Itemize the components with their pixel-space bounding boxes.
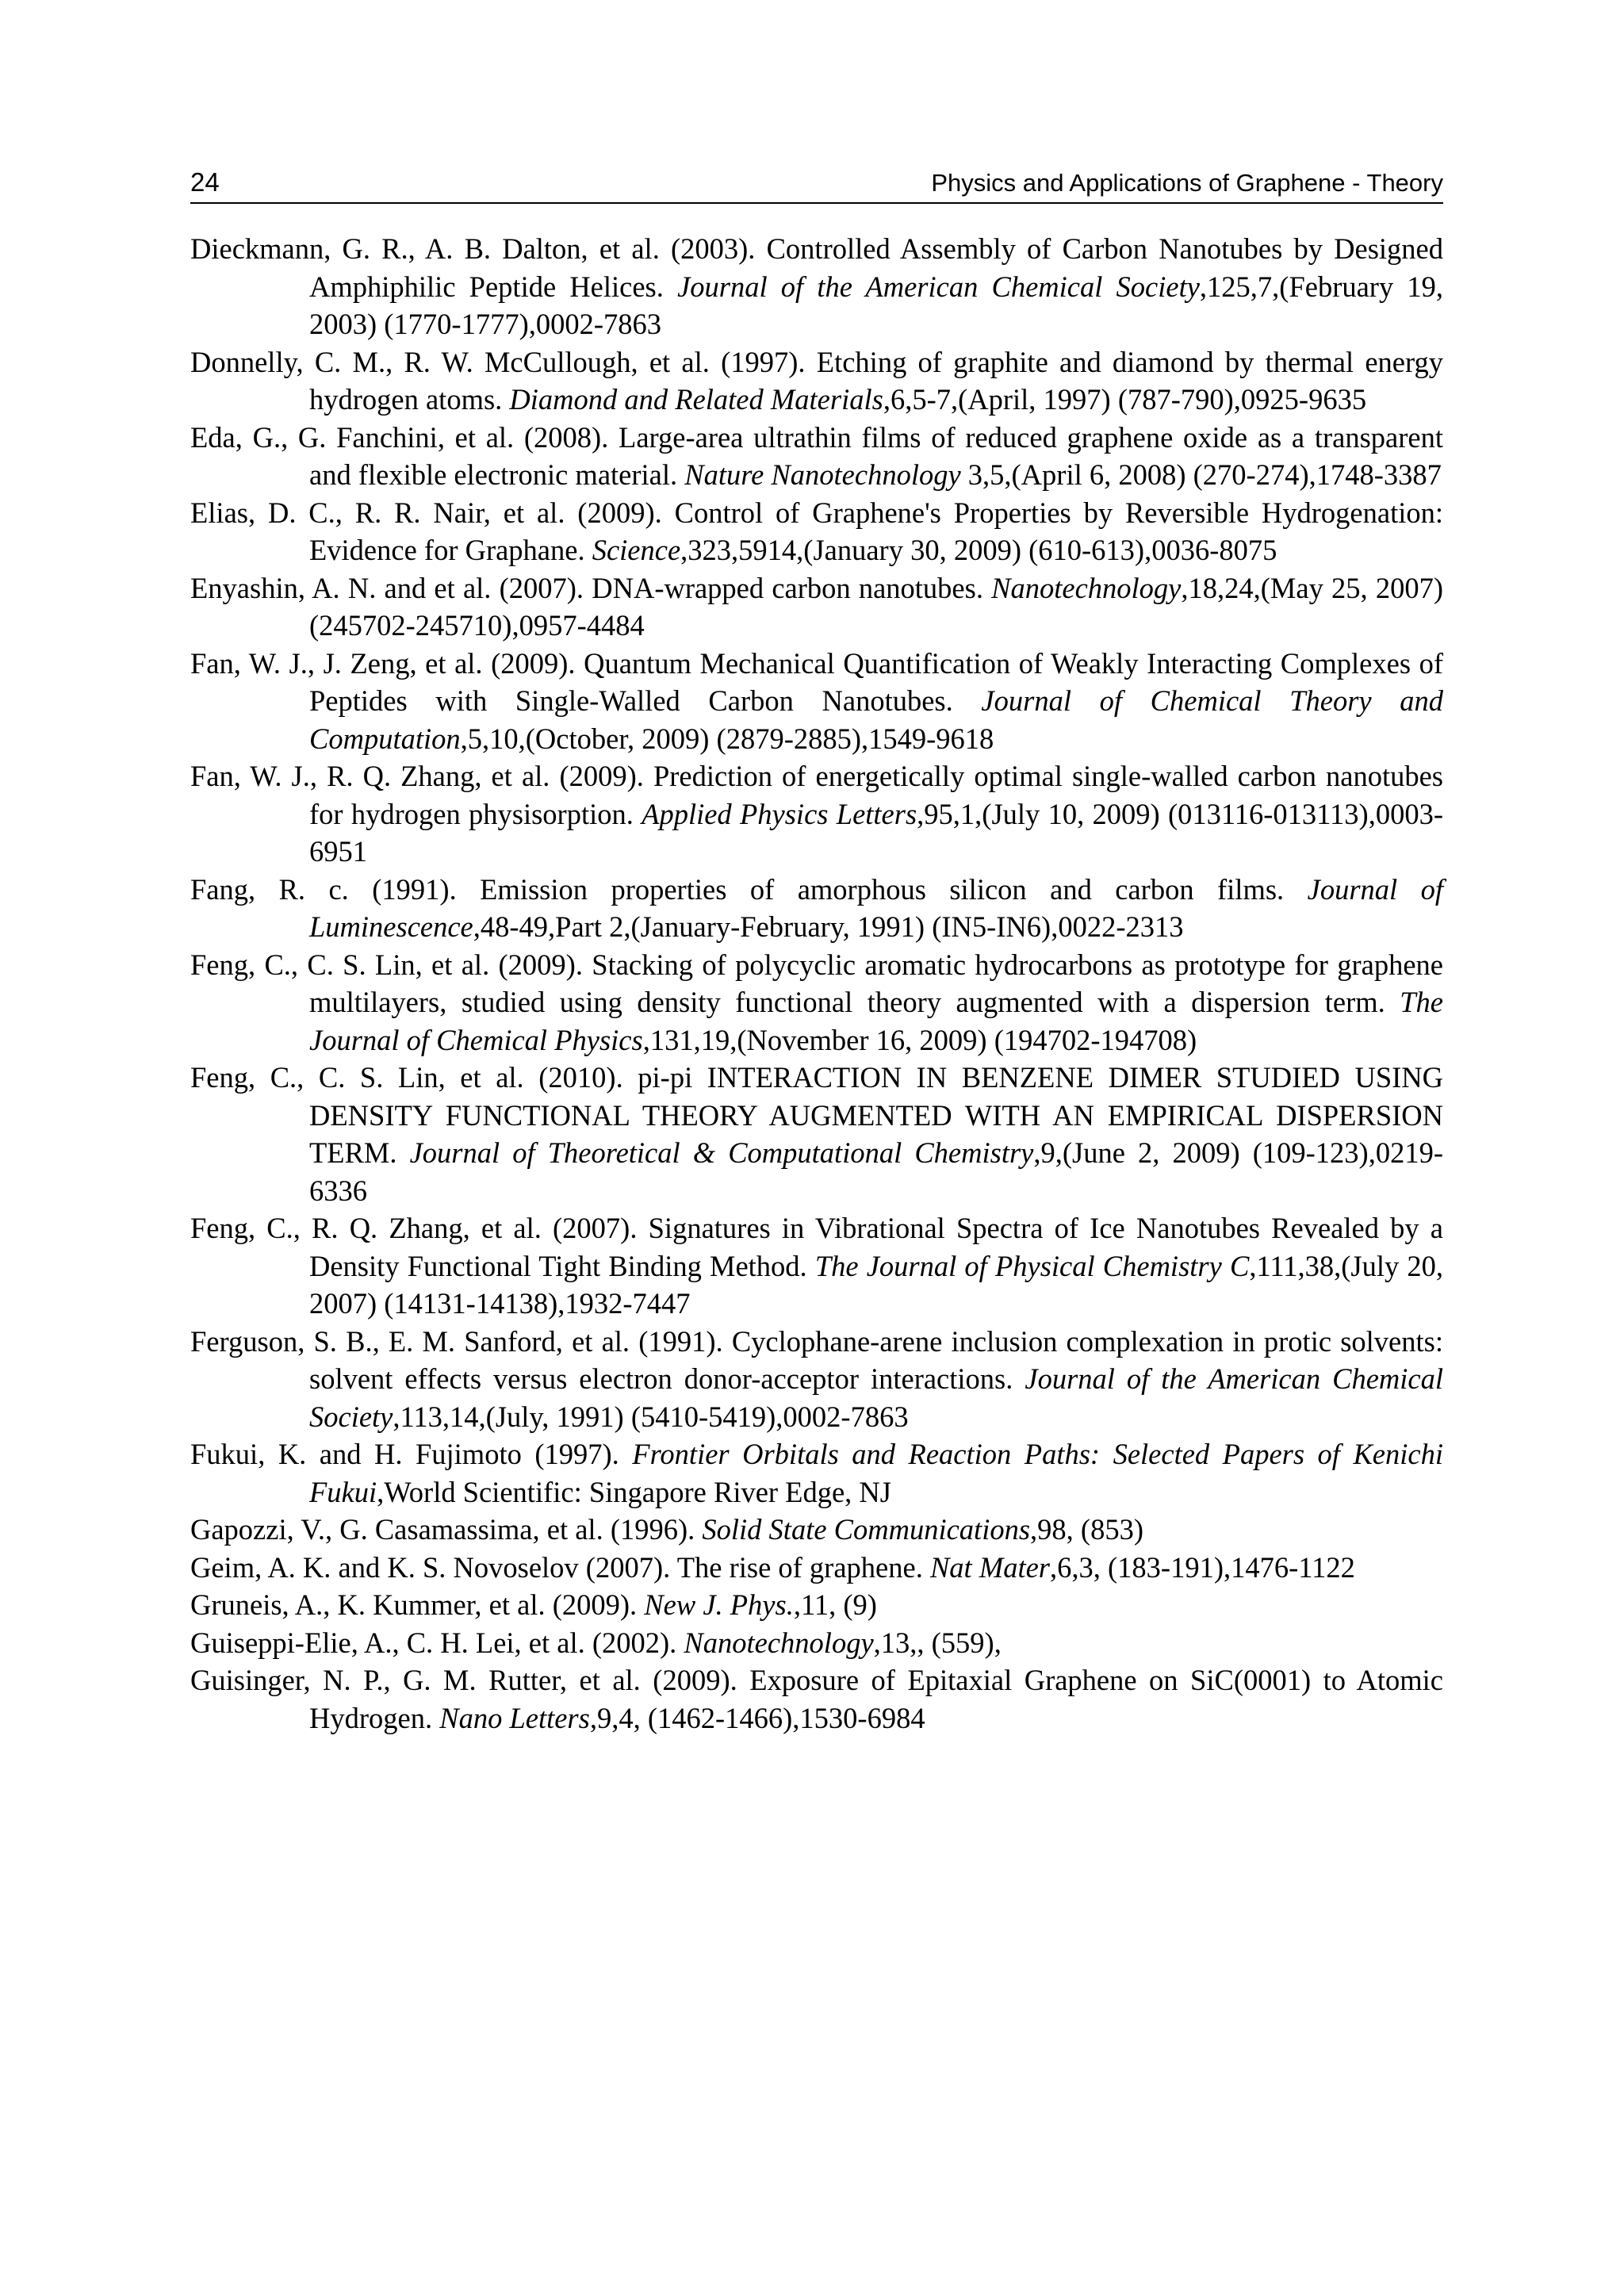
reference-details: ,13,, (559),: [873, 1626, 1002, 1659]
reference-details: ,6,5-7,(April, 1997) (787-790),0925-9635: [883, 383, 1367, 416]
reference-text: Donnelly, C. M., R. W. McCullough, et al. (1997). Etching of graphite and diamond by thermal energy hydrogen atoms.: [190, 345, 1443, 416]
reference-text: Fukui, K. and H. Fujimoto (1997).: [190, 1438, 633, 1470]
reference-text: Geim, A. K. and K. S. Novoselov (2007). The rise of graphene.: [190, 1550, 930, 1584]
reference-details: ,5,10,(October, 2009) (2879-2885),1549-9618: [460, 722, 994, 755]
reference-text: Enyashin, A. N. and et al. (2007). DNA-wrapped carbon nanotubes.: [190, 571, 992, 604]
reference-details: ,111,38,(July 20, 2007) (14131-14138),1932-7447: [309, 1249, 1443, 1320]
reference-entry: [190, 230, 1443, 343]
reference-entry: [190, 419, 1443, 494]
reference-text: Eda, G., G. Fanchini, et al. (2008). Large-area ultrathin films of reduced graphene oxide as a transparent and flexible electronic material.: [190, 420, 1443, 491]
running-header: [190, 163, 1443, 204]
reference-details: ,9,4, (1462-1466),1530-6984: [589, 1701, 925, 1734]
reference-text: Gapozzi, V., G. Casamassima, et al. (1996).: [190, 1513, 703, 1546]
reference-venue: Journal of Chemical Theory and Computation: [309, 684, 1444, 755]
reference-details: ,World Scientific: Singapore River Edge, NJ: [377, 1475, 891, 1508]
reference-venue: Diamond and Related Materials: [509, 383, 883, 416]
reference-venue: Journal of Theoretical & Computational Chemistry: [409, 1136, 1034, 1169]
reference-venue: Solid State Communications: [702, 1513, 1031, 1546]
reference-details: ,131,19,(November 16, 2009) (194702-194708): [642, 1023, 1197, 1056]
reference-venue: Science: [592, 534, 681, 566]
reference-details: ,98, (853): [1030, 1513, 1143, 1546]
reference-entry: [190, 1624, 1443, 1662]
reference-entry: [190, 1549, 1443, 1587]
reference-entry: [190, 1435, 1443, 1511]
reference-text: Feng, C., C. S. Lin, et al. (2009). Stacking of polycyclic aromatic hydrocarbons as prototype for graphene multilayers, studied using density functional theory augmented with a dispersion term.: [190, 948, 1443, 1018]
reference-venue: Nat Mater: [929, 1550, 1051, 1584]
reference-entry: [190, 871, 1443, 946]
reference-details: ,6,3, (183-191),1476-1122: [1050, 1550, 1355, 1584]
reference-entry: [190, 1059, 1443, 1209]
reference-venue: Journal of the American Chemical Society: [677, 270, 1200, 303]
reference-venue: New J. Phys.: [644, 1588, 794, 1621]
reference-venue: Nature Nanotechnology: [684, 458, 961, 491]
reference-text: Guiseppi-Elie, A., C. H. Lei, et al. (2002).: [190, 1626, 684, 1659]
reference-venue: The Journal of Chemical Physics: [309, 986, 1443, 1056]
reference-details: ,9,(June 2, 2009) (109-123),0219-6336: [309, 1136, 1443, 1207]
reference-entry: [190, 1209, 1443, 1323]
reference-text: Gruneis, A., K. Kummer, et al. (2009).: [190, 1588, 645, 1621]
reference-text: Ferguson, S. B., E. M. Sanford, et al. (1991). Cyclophane-arene inclusion complexation in protic solvents: solvent effects versus electron donor-acceptor interactions.: [190, 1324, 1443, 1395]
reference-text: Feng, C., R. Q. Zhang, et al. (2007). Signatures in Vibrational Spectra of Ice Nanotubes Revealed by a Density Functional Tight Binding Method.: [190, 1212, 1443, 1282]
reference-text: Elias, D. C., R. R. Nair, et al. (2009). Control of Graphene's Properties by Reversible Hydrogenation: Evidence for Graphane.: [190, 496, 1443, 566]
reference-entry: [190, 569, 1443, 645]
reference-venue: Journal of Luminescence: [309, 872, 1444, 943]
reference-text: Guisinger, N. P., G. M. Rutter, et al. (2009). Exposure of Epitaxial Graphene on SiC(0001) to Atomic Hydrogen.: [190, 1664, 1443, 1734]
reference-venue: Nanotechnology: [684, 1626, 874, 1659]
reference-venue: The Journal of Physical Chemistry C: [814, 1249, 1250, 1282]
reference-entry: [190, 1323, 1443, 1436]
reference-entry: [190, 645, 1443, 758]
reference-venue: Nano Letters: [439, 1701, 590, 1734]
reference-entry: [190, 1661, 1443, 1737]
reference-details: ,48-49,Part 2,(January-February, 1991) (IN5-IN6),0022-2313: [473, 910, 1184, 943]
reference-entry: [190, 757, 1443, 871]
reference-venue: Frontier Orbitals and Reaction Paths: Selected Papers of Kenichi Fukui: [309, 1438, 1443, 1508]
reference-entry: [190, 343, 1443, 419]
reference-text: Feng, C., C. S. Lin, et al. (2010). pi-pi INTERACTION IN BENZENE DIMER STUDIED USING DENSITY FUNCTIONAL THEORY AUGMENTED WITH AN EMPIRICAL DISPERSION TERM.: [190, 1061, 1443, 1169]
reference-details: ,113,14,(July, 1991) (5410-5419),0002-7863: [393, 1400, 909, 1433]
reference-details: ,18,24,(May 25, 2007) (245702-245710),0957-4484: [309, 571, 1443, 642]
reference-entry: [190, 1511, 1443, 1549]
reference-details: ,125,7,(February 19, 2003) (1770-1777),0002-7863: [309, 270, 1443, 340]
reference-text: Dieckmann, G. R., A. B. Dalton, et al. (2003). Controlled Assembly of Carbon Nanotubes by Designed Amphiphilic Peptide Helices.: [190, 232, 1443, 303]
reference-details: ,323,5914,(January 30, 2009) (610-613),0036-8075: [680, 534, 1277, 566]
reference-text: Fan, W. J., R. Q. Zhang, et al. (2009). Prediction of energetically optimal single-walled carbon nanotubes for hydrogen physisorption.: [190, 760, 1443, 830]
reference-entry: [190, 494, 1443, 569]
reference-venue: Nanotechnology: [991, 571, 1182, 604]
reference-text: Fan, W. J., J. Zeng, et al. (2009). Quantum Mechanical Quantification of Weakly Interacting Complexes of Peptides with Single-Walled Carbon Nanotubes.: [190, 646, 1443, 717]
reference-list: [190, 230, 1443, 1737]
reference-text: Fang, R. c. (1991). Emission properties of amorphous silicon and carbon films.: [190, 872, 1308, 906]
reference-details: ,95,1,(July 10, 2009) (013116-013113),0003-6951: [309, 797, 1443, 868]
reference-entry: [190, 946, 1443, 1059]
reference-details: 3,5,(April 6, 2008) (270-274),1748-3387: [960, 458, 1442, 491]
running-title: Physics and Applications of Graphene - Theory: [931, 169, 1443, 197]
reference-entry: [190, 1586, 1443, 1624]
reference-venue: Applied Physics Letters: [642, 797, 917, 830]
page-number: 24: [190, 167, 220, 197]
reference-venue: Journal of the American Chemical Society: [309, 1362, 1443, 1433]
reference-details: ,11, (9): [793, 1588, 877, 1621]
